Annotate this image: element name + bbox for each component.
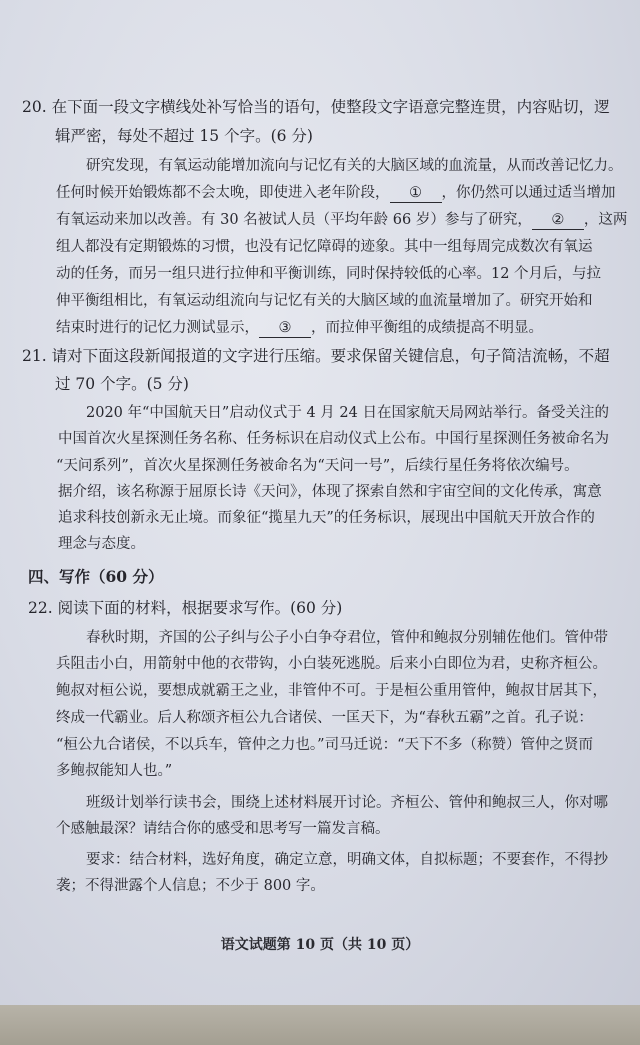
- q20-passage-line6: 伸平衡组相比，有氧运动组流向与记忆有关的大脑区域的血流量增加了。研究开始和: [56, 293, 593, 309]
- q21-news-line4: 据介绍，该名称源于屈原长诗《天问》，体现了探索自然和宇宙空间的文化传承，寓意: [58, 484, 602, 500]
- q21-prompt-line1: 21. 请对下面这段新闻报道的文字进行压缩。要求保留关键信息，句子简洁流畅，不超: [22, 347, 610, 365]
- q22-material-line6: 多鲍叔能知人也。”: [56, 763, 173, 779]
- q21-news-line6: 理念与态度。: [58, 536, 145, 552]
- q21-news-line5: 追求科技创新永无止境。而象征“揽星九天”的任务标识，展现出中国航天开放合作的: [58, 510, 595, 526]
- q20-passage-line3: [56, 210, 627, 230]
- q21-news-line3: “天问系列”，首次火星探测任务被命名为“天问一号”，后续行星任务将依次编号。: [56, 458, 579, 474]
- q20-passage-line7-post: ，而拉伸平衡组的成绩提高不明显。: [311, 320, 543, 336]
- q20-prompt-line1: 20. 在下面一段文字横线处补写恰当的语句，使整段文字语意完整连贯，内容贴切，逻: [22, 98, 610, 116]
- q20-passage-line2: [56, 183, 616, 203]
- table-surface: [0, 1005, 640, 1045]
- q20-prompt-line2: 辑严密，每处不超过 15 个字。(6 分): [55, 127, 313, 145]
- q22-task-line2: 个感触最深？请结合你的感受和思考写一篇发言稿。: [56, 821, 390, 837]
- q21-news-line1: 2020 年“中国航天日”启动仪式于 4 月 24 日在国家航天局网站举行。备受关注的: [86, 405, 609, 421]
- q22-material-line2: 兵阻击小白，用箭射中他的衣带钩，小白装死逃脱。后来小白即位为君，史称齐桓公。: [56, 656, 607, 672]
- q22-requirements-line1: 要求：结合材料，选好角度，确定立意，明确文体，自拟标题；不要套作，不得抄: [86, 852, 608, 868]
- q22-material-line3: 鲍叔对桓公说，要想成就霸王之业，非管仲不可。于是桓公重用管仲，鲍叔甘居其下，: [56, 683, 607, 699]
- q22-material-line4: 终成一代霸业。后人称颂齐桓公九合诸侯、一匡天下，为“春秋五霸”之首。孔子说：: [56, 710, 593, 726]
- q20-passage-line2-pre: 任何时候开始锻炼都不会太晚，即使进入老年阶段，: [56, 185, 390, 201]
- q22-material-line1: 春秋时期，齐国的公子纠与公子小白争夺君位，管仲和鲍叔分别辅佐他们。管仲带: [86, 630, 608, 646]
- q20-passage-line7: [56, 318, 543, 338]
- q20-passage-line7-pre: 结束时进行的记忆力测试显示，: [56, 320, 259, 336]
- q22-requirements-line2: 袭；不得泄露个人信息；不少于 800 字。: [56, 878, 325, 894]
- answer-blank-2[interactable]: ②: [532, 211, 584, 230]
- q21-news-line2: 中国首次火星探测任务名称、任务标识在启动仪式上公布。中国行星探测任务被命名为: [58, 431, 609, 447]
- q22-prompt: 22. 阅读下面的材料，根据要求写作。(60 分): [28, 599, 343, 617]
- q22-task-line1: 班级计划举行读书会，围绕上述材料展开讨论。齐桓公、管仲和鲍叔三人，你对哪: [86, 795, 608, 811]
- q20-passage-line1: 研究发现，有氧运动能增加流向与记忆有关的大脑区域的血流量，从而改善记忆力。: [86, 158, 623, 174]
- q20-passage-line4: 组人都没有定期锻炼的习惯，也没有记忆障碍的迹象。其中一组每周完成数次有氧运: [56, 239, 593, 255]
- q22-material-line5: “桓公九合诸侯，不以兵车，管仲之力也。”司马迁说：“天下不多（称赞）管仲之贤而: [56, 737, 593, 753]
- section-writing-heading: 四、写作（60 分）: [28, 567, 164, 586]
- q21-prompt-line2: 过 70 个字。(5 分): [55, 375, 189, 393]
- q20-passage-line2-post: ，你仍然可以通过适当增加: [441, 185, 616, 201]
- q20-passage-line3-pre: 有氧运动来加以改善。有 30 名被试人员（平均年龄 66 岁）参与了研究，: [56, 212, 532, 228]
- q20-passage-line5: 动的任务，而另一组只进行拉伸和平衡训练，同时保持较低的心率。12 个月后，与拉: [56, 266, 602, 282]
- q20-passage-line3-post: ，这两: [583, 212, 628, 228]
- page-footer: 语文试题第 10 页（共 10 页）: [220, 937, 420, 953]
- answer-blank-1[interactable]: ①: [390, 184, 442, 203]
- answer-blank-3[interactable]: ③: [259, 319, 311, 338]
